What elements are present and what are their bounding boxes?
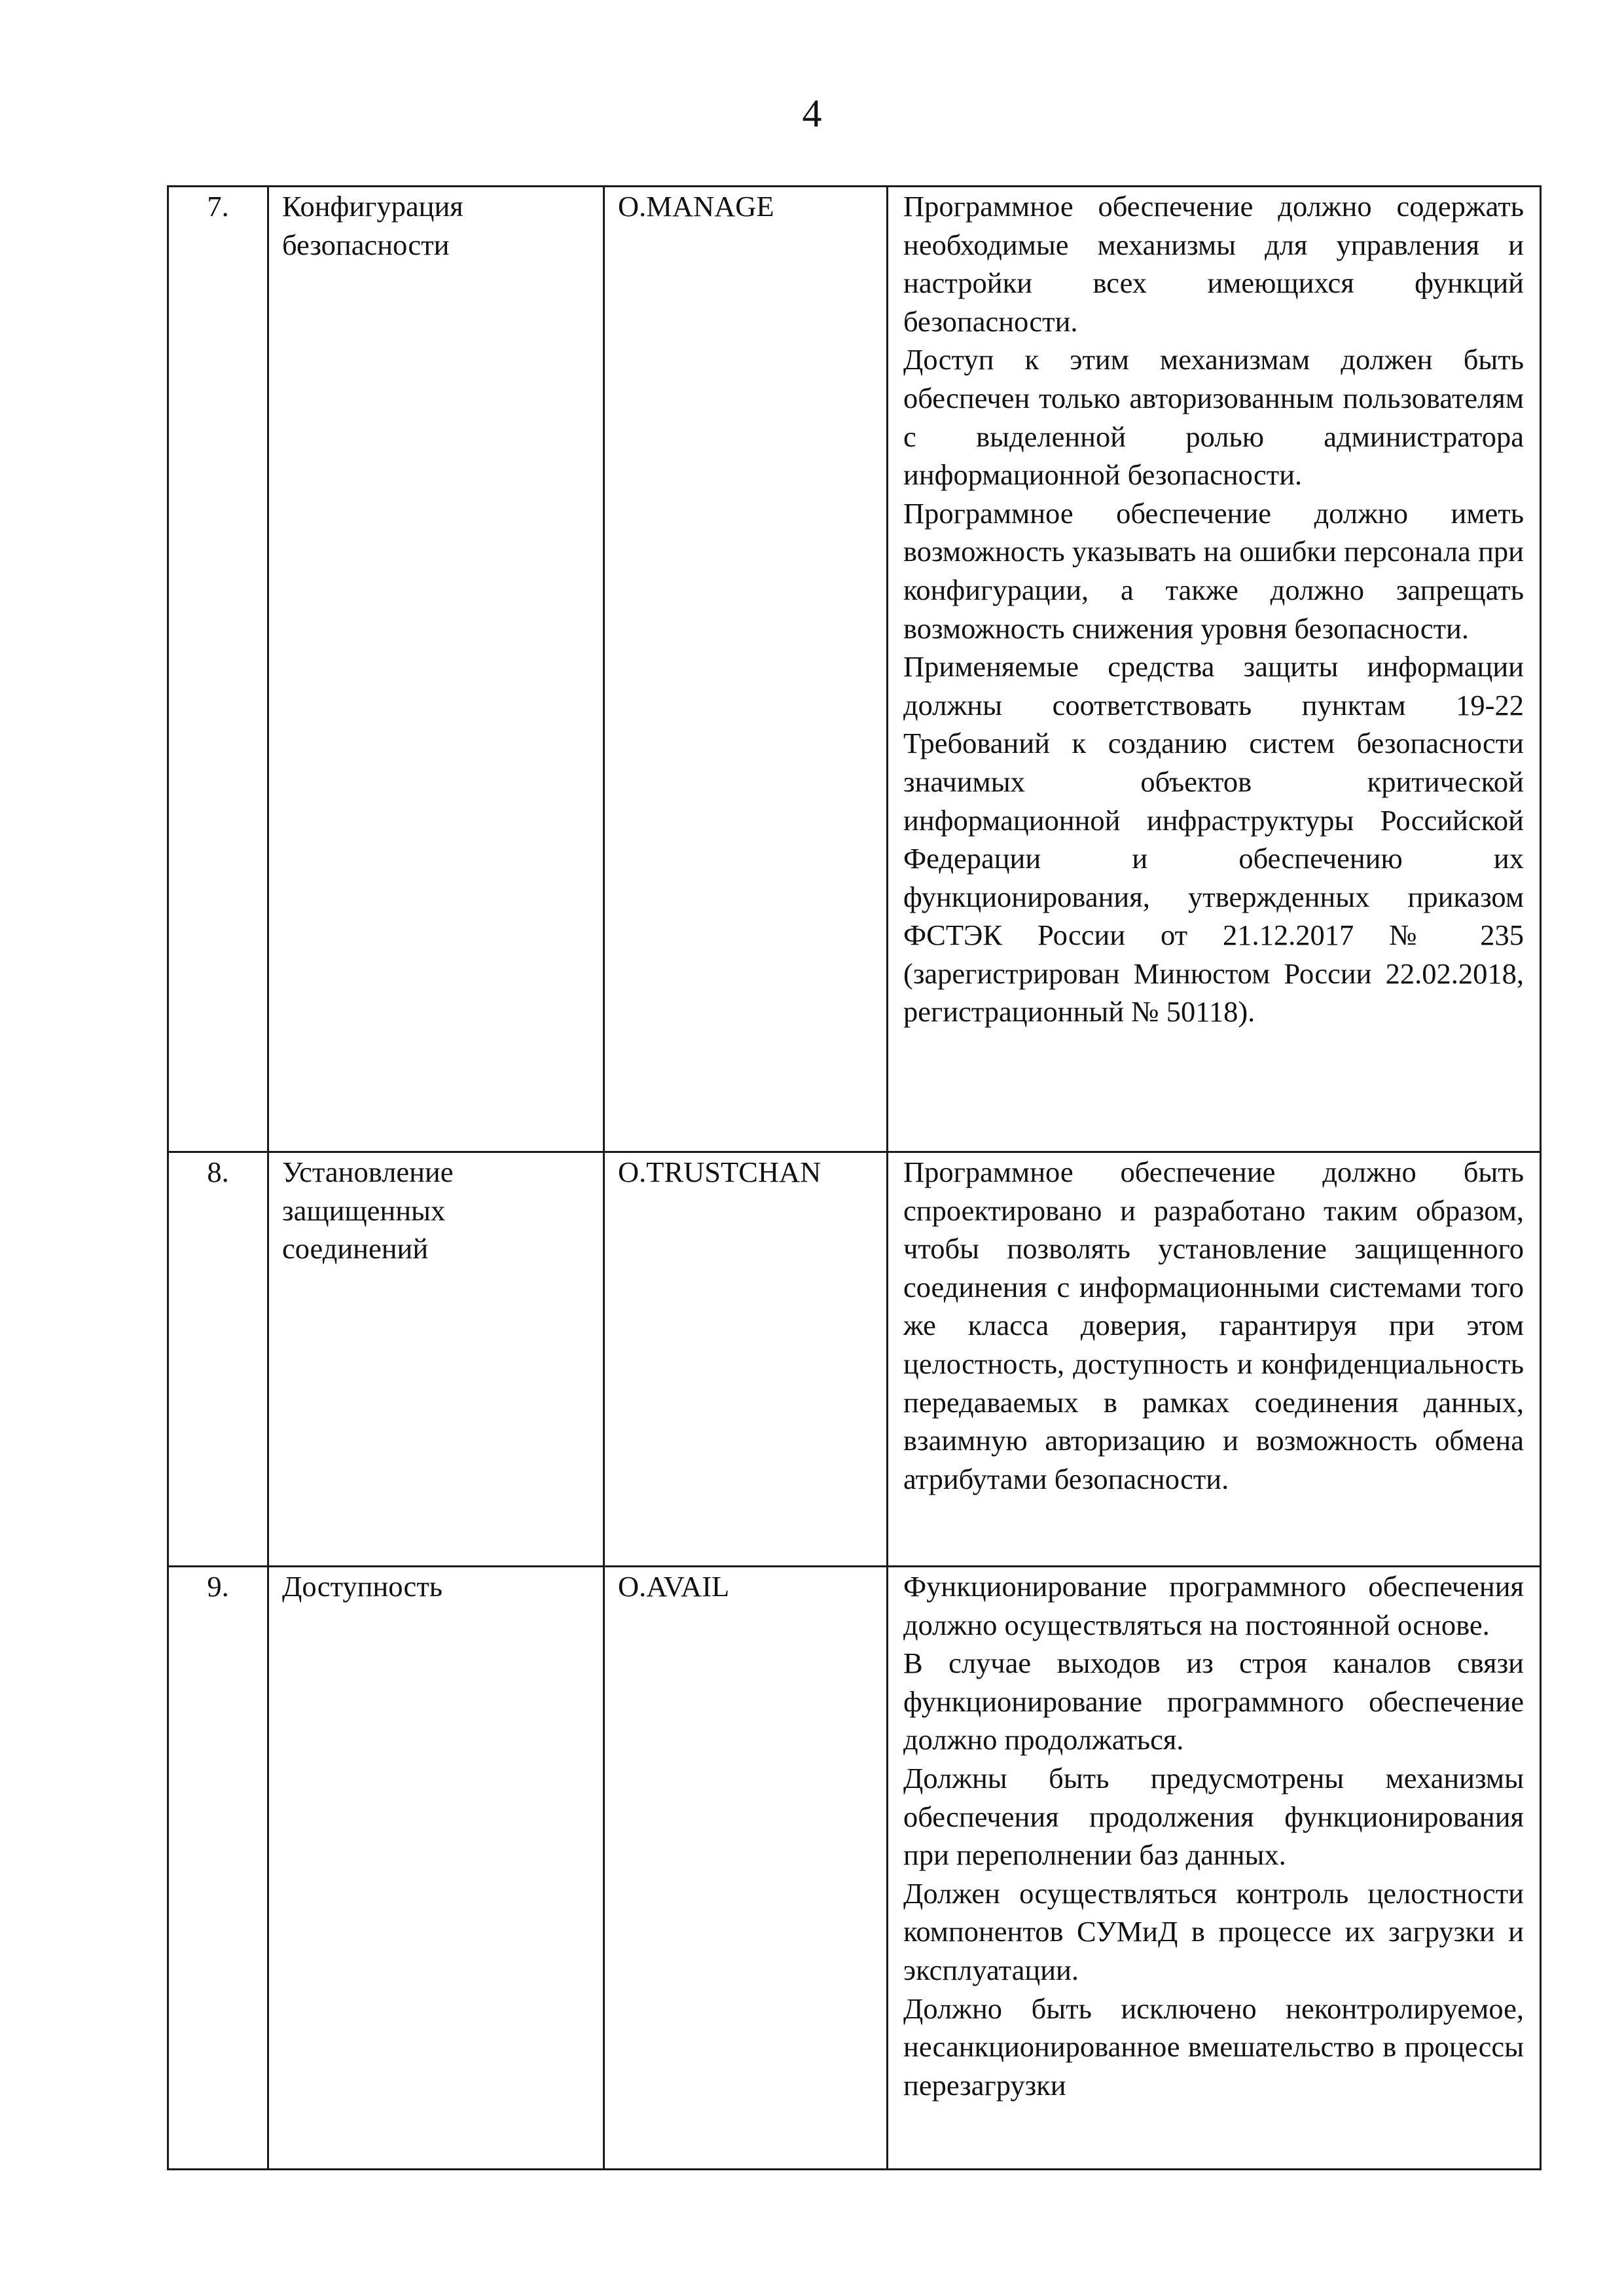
row-number-cell: 7. xyxy=(168,187,268,1152)
row-code-cell: O.TRUSTCHAN xyxy=(604,1152,888,1567)
description-paragraph: Доступ к этим механизмам должен быть обеспечен только авторизованным пользователям с выделенной ролью администратора информационной безопасности. xyxy=(903,343,1524,492)
description-paragraph: Программное обеспечение должно быть спроектировано и разработано таким образом, чтобы позволять установление защищенного соединения с информационными системами того же класса доверия, гарантируя при этом целостность, доступность и конфиденциальность передаваемых в рамках соединения данных, взаимную авторизацию и возможность обмена атрибутами безопасности. xyxy=(903,1156,1524,1495)
table-row xyxy=(168,1567,1541,2170)
row-name-line: защищенных xyxy=(282,1194,446,1227)
row-code-cell: O.AVAIL xyxy=(604,1567,888,2170)
row-description-cell xyxy=(888,1567,1541,2170)
row-name-line: безопасности xyxy=(282,228,450,261)
description-paragraph: Применяемые средства защиты информации должны соответствовать пунктам 19-22 Требований к созданию систем безопасности значимых объектов критической информационной инфраструктуры Российской Федерации и обеспечению их функционирования, утвержденных приказом ФСТЭК России от 21.12.2017 № 235 (зарегистрирован Минюстом России 22.02.2018, регистрационный № 50118). xyxy=(903,650,1524,1029)
row-name-cell xyxy=(268,1567,604,2170)
row-number-cell: 9. xyxy=(168,1567,268,2170)
description-paragraph: Функционирование программного обеспечения должно осуществляться на постоянной основе. xyxy=(903,1570,1524,1641)
description-paragraph: В случае выходов из строя каналов связи функционирование программного обеспечение должно продолжаться. xyxy=(903,1647,1524,1757)
description-paragraph: Программное обеспечение должно иметь возможность указывать на ошибки персонала при конфигурации, а также должно запрещать возможность снижения уровня безопасности. xyxy=(903,496,1524,645)
requirements-table xyxy=(167,185,1542,2170)
table-row xyxy=(168,187,1541,1152)
row-name-line: Установление xyxy=(282,1156,454,1188)
row-name-line: Конфигурация xyxy=(282,190,463,223)
row-name-line: Доступность xyxy=(282,1570,443,1603)
row-name-cell xyxy=(268,187,604,1152)
description-paragraph: Должно быть исключено неконтролируемое, несанкционированное вмешательство в процессы перезагрузки xyxy=(903,1992,1524,2102)
description-paragraph: Должны быть предусмотрены механизмы обеспечения продолжения функционирования при переполнении баз данных. xyxy=(903,1761,1524,1872)
row-number-cell: 8. xyxy=(168,1152,268,1567)
description-paragraph: Программное обеспечение должно содержать необходимые механизмы для управления и настройки всех имеющихся функций безопасности. xyxy=(903,190,1524,338)
table-row xyxy=(168,1152,1541,1567)
row-description-cell xyxy=(888,1152,1541,1567)
description-paragraph: Должен осуществляться контроль целостности компонентов СУМиД в процессе их загрузки и эксплуатации. xyxy=(903,1876,1524,1986)
row-description-cell xyxy=(888,187,1541,1152)
row-name-line: соединений xyxy=(282,1232,429,1266)
page-number: 4 xyxy=(802,92,822,135)
row-code-cell: O.MANAGE xyxy=(604,187,888,1152)
row-name-cell xyxy=(268,1152,604,1567)
